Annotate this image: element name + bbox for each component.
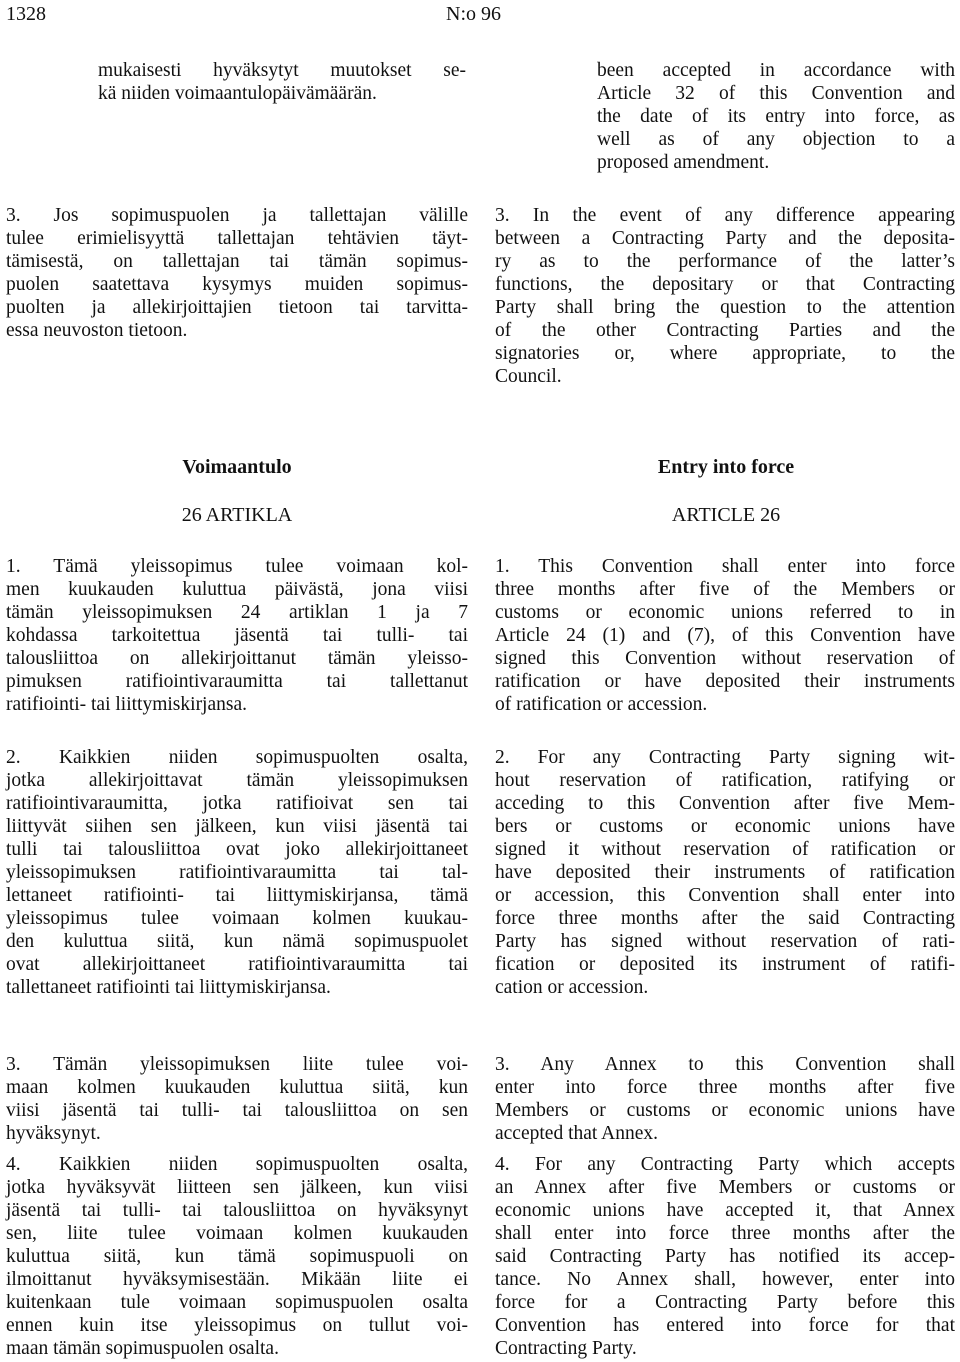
text-line: three months after five of the Members or bbox=[495, 579, 955, 600]
text-line: bers or customs or economic unions have bbox=[495, 816, 955, 837]
text-line: den kuluttua siitä, kun nämä sopimuspuolet bbox=[6, 931, 468, 952]
english-section-title: Entry into force bbox=[657, 456, 795, 478]
text-line: signed this Convention without reservation of bbox=[495, 648, 955, 669]
text-line: 2. For any Contracting Party signing wit- bbox=[495, 747, 955, 768]
text-line: tämän yleissopimuksen 24 artiklan 1 ja 7 bbox=[6, 602, 468, 623]
finnish-article-26-2 bbox=[6, 746, 468, 999]
text-line: maan tämän sopimuspuolen osalta. bbox=[6, 1338, 279, 1359]
text-line: jotka allekirjoittavat tämän yleissopimuksen bbox=[6, 770, 468, 791]
text-line: ratifiointivaraumitta, jotka ratifioivat sen tai bbox=[6, 793, 468, 814]
text-line: 3. In the event of any difference appearing bbox=[495, 205, 955, 226]
text-line: of ratification or accession. bbox=[495, 694, 708, 715]
text-line: tulee erimielisyyttä tallettajan tehtävien täyt- bbox=[6, 228, 468, 249]
english-article-26-1 bbox=[495, 555, 955, 716]
text-line: economic unions have accepted it, that Annex bbox=[495, 1200, 955, 1221]
page-number: 1328 bbox=[6, 3, 46, 25]
text-line: 3. Tämän yleissopimuksen liite tulee voi- bbox=[6, 1054, 468, 1075]
text-line: 2. Kaikkien niiden sopimuspuolten osalta, bbox=[6, 747, 468, 768]
text-line: pimuksen ratifiointivaraumitta tai tallettanut bbox=[6, 671, 468, 692]
text-line: Party has signed without reservation of rati- bbox=[495, 931, 955, 952]
text-line: Article 24 (1) and (7), of this Convention have bbox=[495, 625, 955, 646]
text-line: proposed amendment. bbox=[597, 152, 770, 173]
text-line: 4. Kaikkien niiden sopimuspuolten osalta, bbox=[6, 1154, 468, 1175]
text-line: signatories or, where appropriate, to the bbox=[495, 343, 955, 364]
text-line: essa neuvoston tietoon. bbox=[6, 320, 188, 341]
text-line: ennen kuin itse yleissopimus on tullut voi- bbox=[6, 1315, 468, 1336]
english-paragraph-3 bbox=[495, 204, 955, 388]
text-line: ry as to the performance of the latter’s bbox=[495, 251, 955, 272]
text-line: viisi jäsentä tai tulli- tai talousliittoa on sen bbox=[6, 1100, 468, 1121]
finnish-section-title: Voimaantulo bbox=[182, 456, 292, 478]
text-line: cation or accession. bbox=[495, 977, 649, 998]
finnish-article-label: 26 ARTIKLA bbox=[181, 504, 293, 526]
text-line: kohdassa tarkoitettua jäsentä tai tulli- tai bbox=[6, 625, 468, 646]
text-line: ilmoittanut hyväksymisestään. Mikään liite ei bbox=[6, 1269, 468, 1290]
finnish-article-26-1 bbox=[6, 555, 468, 716]
text-line: force for a Contracting Party before this bbox=[495, 1292, 955, 1313]
text-line: accepted that Annex. bbox=[495, 1123, 658, 1144]
text-line: 4. For any Contracting Party which accepts bbox=[495, 1154, 955, 1175]
text-line: acceding to this Convention after five Mem- bbox=[495, 793, 955, 814]
text-line: customs or economic unions referred to in bbox=[495, 602, 955, 623]
english-article-26-4 bbox=[495, 1153, 955, 1360]
text-line: well as of any objection to a bbox=[597, 129, 955, 150]
text-line: kä niiden voimaantulopäivämäärän. bbox=[98, 83, 377, 104]
text-line: mukaisesti hyväksytyt muutokset se- bbox=[98, 60, 466, 81]
text-line: 3. Any Annex to this Convention shall bbox=[495, 1054, 955, 1075]
english-intro bbox=[597, 59, 955, 174]
text-line: hyväksynyt. bbox=[6, 1123, 101, 1144]
text-line: yleissopimuksen ratifiointivaraumitta tai tal- bbox=[6, 862, 468, 883]
finnish-article-26-4 bbox=[6, 1153, 468, 1360]
text-line: men kuukauden kuluttua päivästä, jona viisi bbox=[6, 579, 468, 600]
text-line: liittyvät siihen sen jälkeen, kun viisi jäsentä tai bbox=[6, 816, 468, 837]
text-line: shall enter into force three months after the bbox=[495, 1223, 955, 1244]
text-line: or accession, this Convention shall enter into bbox=[495, 885, 955, 906]
text-line: Council. bbox=[495, 366, 562, 387]
text-line: maan kolmen kuukauden kuluttua siitä, kun bbox=[6, 1077, 468, 1098]
text-line: kuluttua siitä, kun tämä sopimuspuoli on bbox=[6, 1246, 468, 1267]
text-line: enter into force three months after five bbox=[495, 1077, 955, 1098]
text-line: jäsentä tai tulli- tai talousliittoa on hyväksynyt bbox=[6, 1200, 468, 1221]
text-line: Article 32 of this Convention and bbox=[597, 83, 955, 104]
text-line: functions, the depositary or that Contracting bbox=[495, 274, 955, 295]
text-line: puolen saatettava kysymys muiden sopimus- bbox=[6, 274, 468, 295]
text-line: tämisestä, on tallettajan tai tämän sopimus- bbox=[6, 251, 468, 272]
text-line: Contracting Party. bbox=[495, 1338, 637, 1359]
text-line: been accepted in accordance with bbox=[597, 60, 955, 81]
text-line: Party shall bring the question to the attention bbox=[495, 297, 955, 318]
text-line: fication or deposited its instrument of ratifi- bbox=[495, 954, 955, 975]
finnish-paragraph-3 bbox=[6, 204, 468, 342]
text-line: Convention has entered into force for that bbox=[495, 1315, 955, 1336]
text-line: of the other Contracting Parties and the bbox=[495, 320, 955, 341]
text-line: ratification or have deposited their instruments bbox=[495, 671, 955, 692]
text-line: ovat allekirjoittaneet ratifiointivaraumitta tai bbox=[6, 954, 468, 975]
text-line: have deposited their instruments of ratification bbox=[495, 862, 955, 883]
text-line: talousliittoa on allekirjoittanut tämän yleisso- bbox=[6, 648, 468, 669]
text-line: 3. Jos sopimuspuolen ja tallettajan välille bbox=[6, 205, 468, 226]
text-line: hout reservation of ratification, ratifying or bbox=[495, 770, 955, 791]
text-line: 1. Tämä yleissopimus tulee voimaan kol- bbox=[6, 556, 468, 577]
english-article-26-3 bbox=[495, 1053, 955, 1145]
finnish-article-26-3 bbox=[6, 1053, 468, 1145]
text-line: signed it without reservation of ratification or bbox=[495, 839, 955, 860]
text-line: tulli tai talousliittoa ovat joko allekirjoittaneet bbox=[6, 839, 468, 860]
text-line: sen, liite tulee voimaan kolmen kuukauden bbox=[6, 1223, 468, 1244]
text-line: tance. No Annex shall, however, enter into bbox=[495, 1269, 955, 1290]
text-line: between a Contracting Party and the deposita- bbox=[495, 228, 955, 249]
text-line: puolten ja allekirjoittajien tietoon tai tarvitta- bbox=[6, 297, 468, 318]
text-line: yleissopimus tulee voimaan kolmen kuukau- bbox=[6, 908, 468, 929]
text-line: the date of its entry into force, as bbox=[597, 106, 955, 127]
text-line: said Contracting Party has notified its accep- bbox=[495, 1246, 955, 1267]
finnish-intro bbox=[98, 59, 466, 105]
english-article-26-2 bbox=[495, 746, 955, 999]
text-line: 1. This Convention shall enter into force bbox=[495, 556, 955, 577]
text-line: ratifiointi- tai liittymiskirjansa. bbox=[6, 694, 247, 715]
text-line: force three months after the said Contracting bbox=[495, 908, 955, 929]
text-line: Members or customs or economic unions have bbox=[495, 1100, 955, 1121]
text-line: lettaneet ratifiointi- tai liittymiskirjansa, tämä bbox=[6, 885, 468, 906]
text-line: kuitenkaan tule voimaan sopimuspuolen osalta bbox=[6, 1292, 468, 1313]
english-article-label: ARTICLE 26 bbox=[671, 504, 781, 526]
text-line: an Annex after five Members or customs or bbox=[495, 1177, 955, 1198]
issue-number: N:o 96 bbox=[446, 3, 501, 25]
text-line: tallettaneet ratifiointi tai liittymiskirjansa. bbox=[6, 977, 331, 998]
text-line: jotka hyväksyvät liitteen sen jälkeen, kun viisi bbox=[6, 1177, 468, 1198]
